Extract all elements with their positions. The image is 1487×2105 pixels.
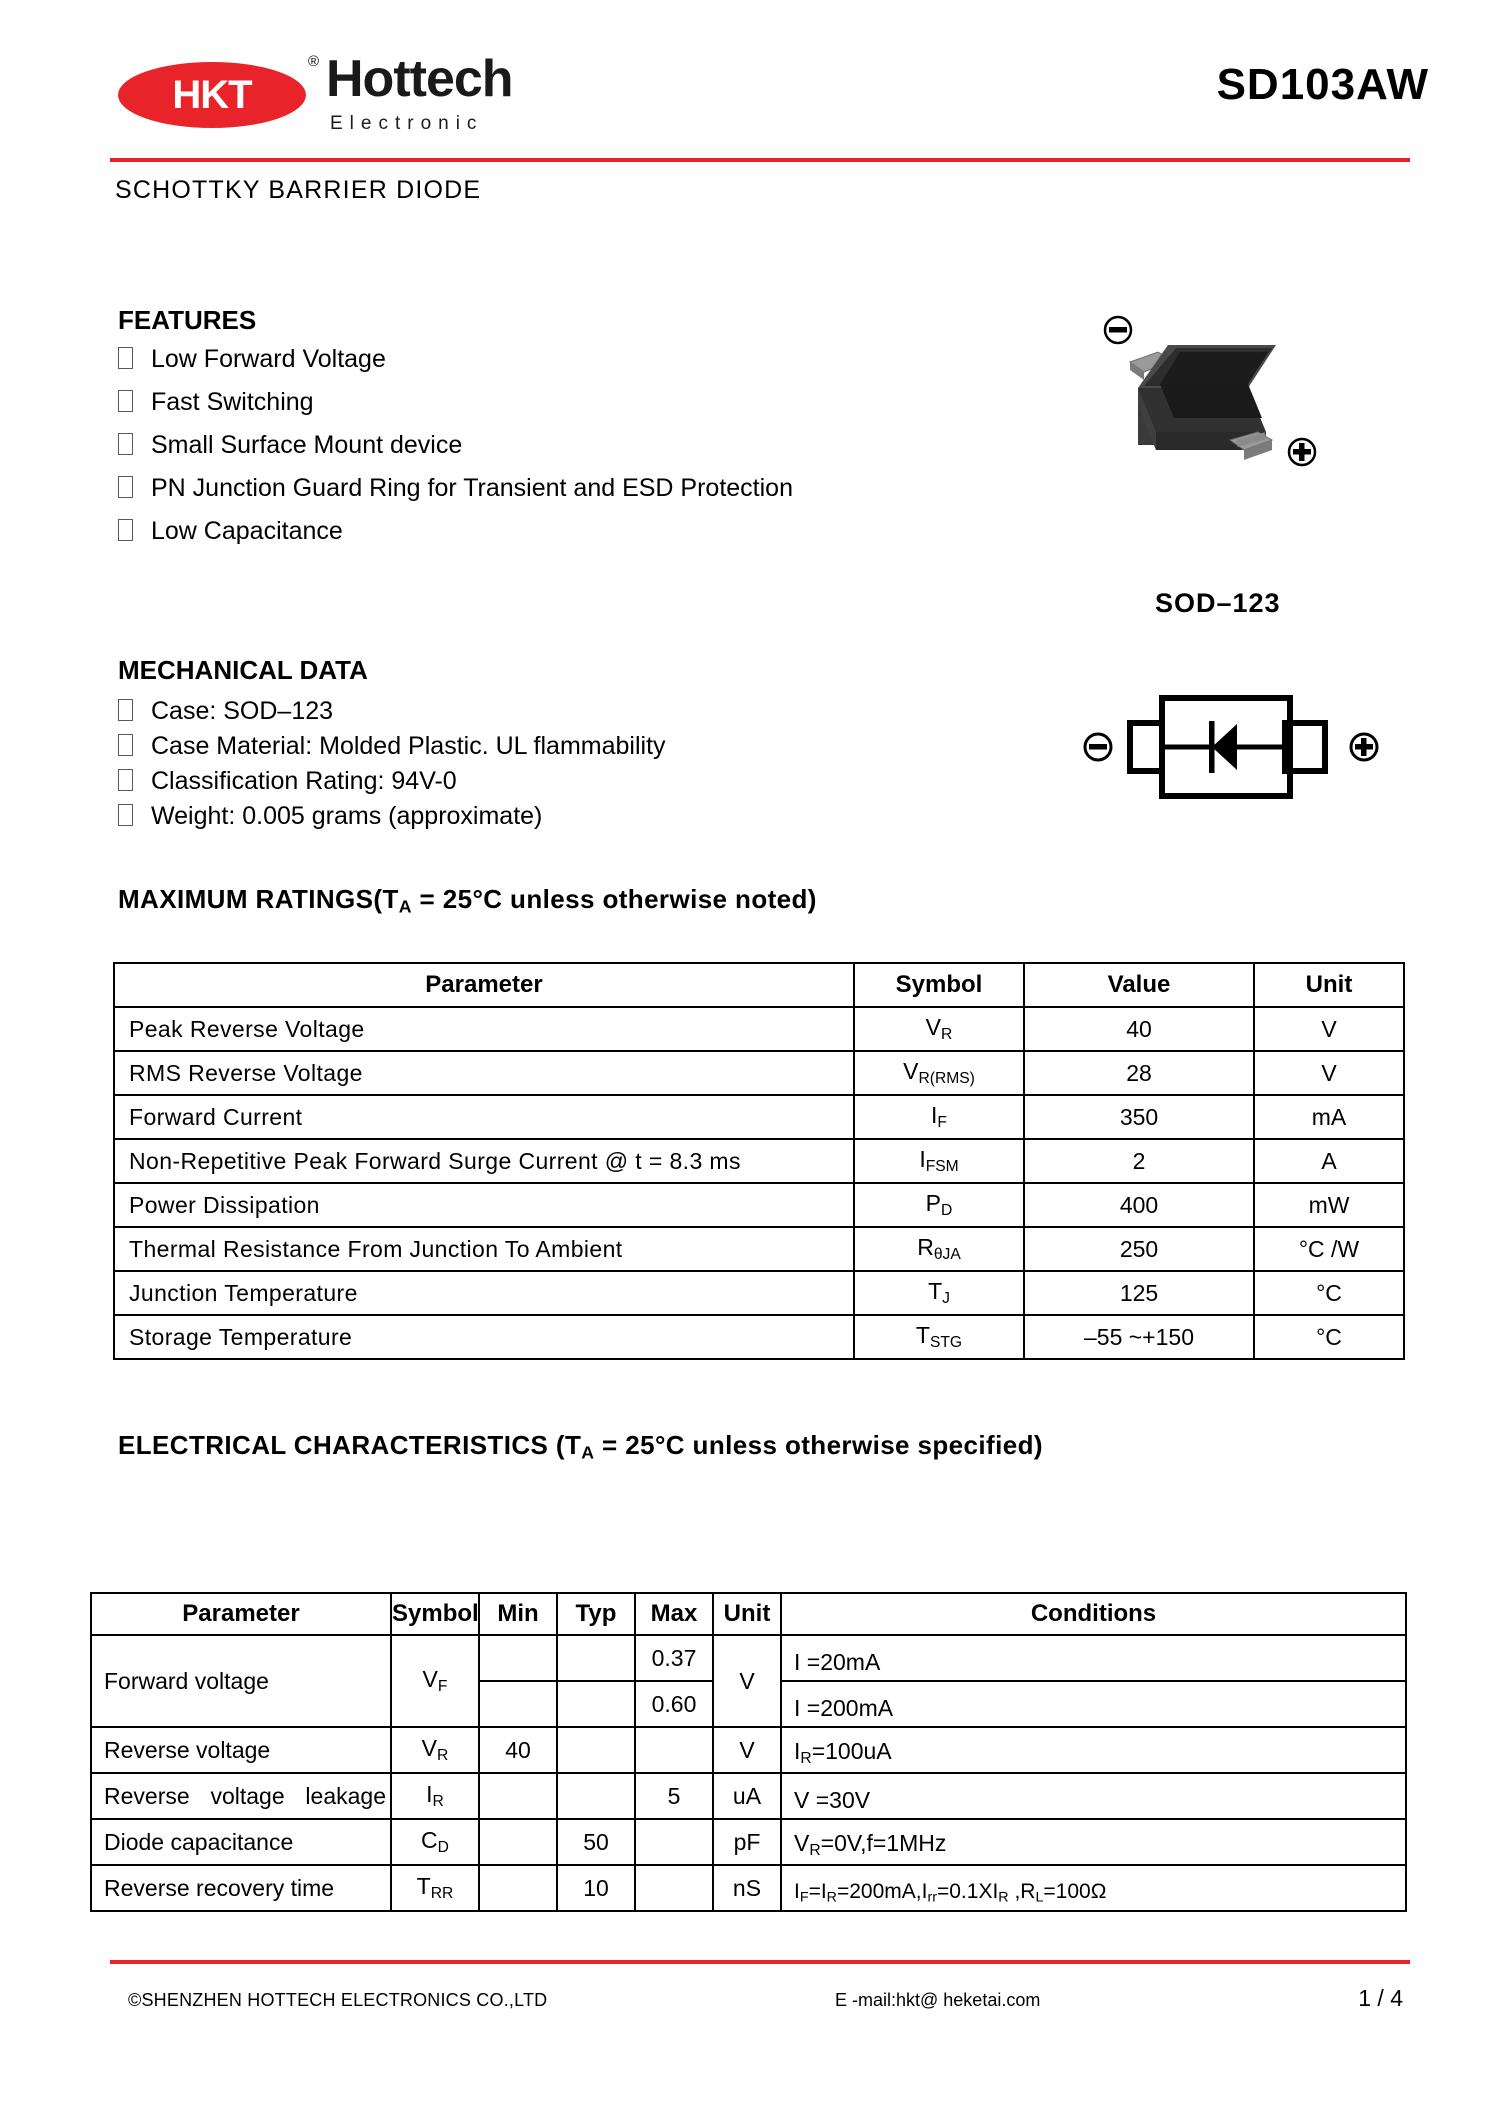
cell-unit: mA [1254, 1095, 1404, 1139]
symbol-base: I [919, 1146, 926, 1173]
symbol-base: V [422, 1666, 438, 1693]
elec-heading-main: ELECTRICAL CHARACTERISTICS [118, 1430, 549, 1460]
footer-page-number: 1 / 4 [1358, 1985, 1403, 2011]
column-header-min: Min [479, 1593, 557, 1635]
cell-value: 28 [1024, 1051, 1254, 1095]
part-number: SD103AW [1216, 60, 1429, 109]
cell-max [635, 1819, 713, 1865]
condition-text: $I_R=100uA$ [794, 1738, 892, 1767]
table-header-row [91, 1593, 1406, 1635]
table-row [114, 1095, 1404, 1139]
cell-unit: V [713, 1727, 781, 1773]
cathode-minus-marker-icon [1085, 734, 1111, 760]
mechanical-label: Case: SOD–123 [151, 697, 334, 725]
max-heading-tail: = 25°C unless otherwise noted) [411, 884, 817, 914]
condition-text: $I_F=I_R=200mA,I_{rr}=0.1XI_R$ $,R_L=100\Omega$ [794, 1880, 1107, 1906]
cell-symbol [854, 1007, 1024, 1051]
table-row [91, 1865, 1406, 1911]
column-header-max: Max [635, 1593, 713, 1635]
cell-max: 5 [635, 1773, 713, 1819]
cell-parameter: Storage Temperature [114, 1315, 854, 1359]
cell-symbol [854, 1183, 1024, 1227]
bullet-box-icon [118, 347, 133, 369]
column-header-parameter: Parameter [91, 1593, 391, 1635]
features-heading: FEATURES [118, 305, 257, 335]
maximum-ratings-heading [118, 884, 817, 917]
symbol-subscript: θJA [933, 1245, 961, 1263]
cell-parameter: Diode capacitance [91, 1819, 391, 1865]
cell-unit: °C /W [1254, 1227, 1404, 1271]
table-row [114, 1007, 1404, 1051]
max-heading-main: MAXIMUM RATINGS [118, 884, 374, 914]
cell-typ [557, 1773, 635, 1819]
symbol-subscript: R [432, 1792, 444, 1810]
cell-parameter: Junction Temperature [114, 1271, 854, 1315]
cathode-minus-marker-icon [1105, 317, 1131, 343]
cell-parameter: RMS Reverse Voltage [114, 1051, 854, 1095]
package-illustration [1080, 300, 1410, 540]
page-header [0, 0, 1487, 204]
diode-schematic-drawing [1070, 690, 1430, 850]
symbol-base: I [426, 1781, 433, 1808]
table-row [114, 1051, 1404, 1095]
cell-min [479, 1773, 557, 1819]
symbol-subscript: R [437, 1746, 449, 1764]
header-divider [110, 158, 1410, 162]
table-row [91, 1819, 1406, 1865]
column-header-symbol: Symbol [391, 1593, 479, 1635]
cell-unit: °C [1254, 1271, 1404, 1315]
cell-value: 2 [1024, 1139, 1254, 1183]
cell-min [479, 1635, 557, 1681]
cell-unit: V [1254, 1051, 1404, 1095]
package-name-label: SOD–123 [1155, 588, 1281, 618]
w3: leakage [305, 1782, 386, 1809]
footer-company: ©SHENZHEN HOTTECH ELECTRONICS CO.,LTD [128, 1990, 548, 2010]
bullet-box-icon [118, 519, 133, 541]
electrical-characteristics-table [90, 1592, 1407, 1912]
cell-typ: 10 [557, 1865, 635, 1911]
electrical-characteristics-heading [118, 1430, 1043, 1463]
table-row [114, 1183, 1404, 1227]
cell-parameter: Power Dissipation [114, 1183, 854, 1227]
cell-parameter: Thermal Resistance From Junction To Ambient [114, 1227, 854, 1271]
cell-value: 125 [1024, 1271, 1254, 1315]
cell-symbol [391, 1635, 479, 1727]
cell-parameter [91, 1773, 391, 1819]
cell-symbol [391, 1727, 479, 1773]
cell-condition: I =200mA [781, 1681, 1406, 1727]
symbol-base: R [917, 1234, 934, 1261]
cell-max: 0.37 [635, 1635, 713, 1681]
table-row [91, 1773, 1406, 1819]
cell-min [479, 1681, 557, 1727]
elec-heading-tail: = 25°C unless otherwise specified) [594, 1430, 1043, 1460]
table-row [114, 1271, 1404, 1315]
symbol-base: I [931, 1102, 938, 1129]
table-row [91, 1727, 1406, 1773]
logo-brand-text: Hottech [326, 50, 513, 108]
symbol-subscript: R [941, 1025, 953, 1043]
max-heading-sub: A [398, 896, 412, 917]
symbol-base: T [928, 1278, 943, 1305]
sod123-package-drawing [1080, 300, 1410, 540]
cell-value: 40 [1024, 1007, 1254, 1051]
cell-typ [557, 1727, 635, 1773]
cell-condition: V =30V [781, 1773, 1406, 1819]
feature-label: Low Capacitance [151, 517, 343, 545]
symbol-subscript: F [937, 1113, 947, 1131]
table-row [114, 1227, 1404, 1271]
feature-label: Low Forward Voltage [151, 345, 386, 373]
symbol-subscript: F [437, 1677, 448, 1695]
cell-unit: V [713, 1635, 781, 1727]
footer-divider [110, 1960, 1410, 1964]
cell-parameter: Reverse voltage [91, 1727, 391, 1773]
bullet-box-icon [118, 734, 133, 756]
list-item [118, 732, 878, 761]
mechanical-data-heading: MECHANICAL DATA [118, 655, 368, 685]
symbol-base: V [421, 1735, 438, 1762]
cell-symbol [391, 1865, 479, 1911]
list-item [118, 697, 878, 726]
cell-max [635, 1727, 713, 1773]
cell-parameter: Forward voltage [91, 1635, 391, 1727]
elec-heading-sub: A [581, 1442, 595, 1463]
cell-typ [557, 1635, 635, 1681]
cell-symbol [854, 1315, 1024, 1359]
cell-condition [781, 1819, 1406, 1865]
cell-parameter: Forward Current [114, 1095, 854, 1139]
symbol-base: T [416, 1873, 431, 1900]
cell-value: –55 ~+150 [1024, 1315, 1254, 1359]
cell-unit: pF [713, 1819, 781, 1865]
table-row [114, 1315, 1404, 1359]
feature-label: Small Surface Mount device [151, 431, 463, 459]
cell-unit: mW [1254, 1183, 1404, 1227]
column-header-parameter: Parameter [114, 963, 854, 1007]
list-item [118, 767, 878, 796]
cell-parameter: Non-Repetitive Peak Forward Surge Current @ t = 8.3 ms [114, 1139, 854, 1183]
max-heading-cond: (T [373, 884, 399, 914]
list-item [118, 517, 918, 546]
bullet-box-icon [118, 433, 133, 455]
anode-plus-marker-icon [1289, 439, 1315, 465]
cell-value: 400 [1024, 1183, 1254, 1227]
bullet-box-icon [118, 476, 133, 498]
symbol-subscript: D [941, 1201, 953, 1219]
w2: voltage [210, 1782, 285, 1809]
cell-typ: 50 [557, 1819, 635, 1865]
footer-email: E -mail:hkt@ heketai.com [835, 1990, 1041, 2010]
table-header-row [114, 963, 1404, 1007]
column-header-conditions: Conditions [781, 1593, 1406, 1635]
symbol-base: C [421, 1827, 438, 1854]
list-item [118, 345, 918, 374]
cell-value: 250 [1024, 1227, 1254, 1271]
list-item [118, 474, 918, 503]
cell-unit: A [1254, 1139, 1404, 1183]
cell-symbol [854, 1095, 1024, 1139]
cell-parameter: Reverse recovery time [91, 1865, 391, 1911]
elec-heading-cond: (T [548, 1430, 582, 1460]
cell-max: 0.60 [635, 1681, 713, 1727]
symbol-subscript: D [437, 1838, 449, 1856]
mechanical-label: Classification Rating: 94V-0 [151, 767, 457, 795]
company-logo [118, 45, 598, 137]
symbol-base: P [925, 1190, 942, 1217]
features-list [118, 345, 918, 560]
bullet-box-icon [118, 804, 133, 826]
cell-value: 350 [1024, 1095, 1254, 1139]
cell-min: 40 [479, 1727, 557, 1773]
symbol-subscript: STG [929, 1333, 963, 1351]
logo-subtitle-text: Electronic [330, 113, 484, 134]
column-header-symbol: Symbol [854, 963, 1024, 1007]
cell-symbol [391, 1773, 479, 1819]
logo-hkt-text: HKT [172, 73, 252, 117]
maximum-ratings-table [113, 962, 1405, 1360]
symbol-subscript: RR [430, 1884, 454, 1902]
registered-trademark-icon: ® [308, 53, 320, 70]
cell-parameter: Peak Reverse Voltage [114, 1007, 854, 1051]
table-row [91, 1635, 1406, 1681]
column-header-unit: Unit [713, 1593, 781, 1635]
bullet-box-icon [118, 769, 133, 791]
cell-symbol [391, 1819, 479, 1865]
bullet-box-icon [118, 699, 133, 721]
mechanical-label: Weight: 0.005 grams (approximate) [151, 802, 543, 830]
document-subtitle: SCHOTTKY BARRIER DIODE [115, 176, 482, 204]
schematic-symbol-illustration [1070, 690, 1430, 850]
w1: Reverse [104, 1782, 190, 1809]
cell-unit: V [1254, 1007, 1404, 1051]
cell-symbol [854, 1139, 1024, 1183]
mechanical-label: Case Material: Molded Plastic. UL flammability [151, 732, 666, 760]
symbol-base: V [903, 1058, 919, 1085]
cell-unit: °C [1254, 1315, 1404, 1359]
parameter-text [104, 1783, 390, 1810]
cell-condition: I =20mA [781, 1635, 1406, 1681]
column-header-value: Value [1024, 963, 1254, 1007]
anode-plus-marker-icon [1351, 734, 1377, 760]
cell-condition [781, 1727, 1406, 1773]
mechanical-data-list [118, 697, 878, 837]
condition-text: $V_R=0V,f=1MHz$ [794, 1830, 947, 1859]
cell-condition [781, 1865, 1406, 1911]
column-header-typ: Typ [557, 1593, 635, 1635]
list-item [118, 388, 918, 417]
symbol-base: T [915, 1322, 930, 1349]
cell-typ [557, 1681, 635, 1727]
list-item [118, 431, 918, 460]
column-header-unit: Unit [1254, 963, 1404, 1007]
cell-symbol [854, 1271, 1024, 1315]
symbol-subscript: FSM [925, 1157, 959, 1175]
feature-label: Fast Switching [151, 388, 314, 416]
list-item [118, 802, 878, 831]
feature-label: PN Junction Guard Ring for Transient and ESD Protection [151, 474, 793, 502]
cell-min [479, 1865, 557, 1911]
bullet-box-icon [118, 390, 133, 412]
symbol-subscript: R(RMS) [918, 1069, 975, 1087]
cell-min [479, 1819, 557, 1865]
symbol-subscript: J [942, 1289, 950, 1307]
cell-unit: uA [713, 1773, 781, 1819]
cell-symbol [854, 1227, 1024, 1271]
table-row [114, 1139, 1404, 1183]
cell-max [635, 1865, 713, 1911]
symbol-base: V [925, 1014, 942, 1041]
cell-symbol [854, 1051, 1024, 1095]
cell-unit: nS [713, 1865, 781, 1911]
